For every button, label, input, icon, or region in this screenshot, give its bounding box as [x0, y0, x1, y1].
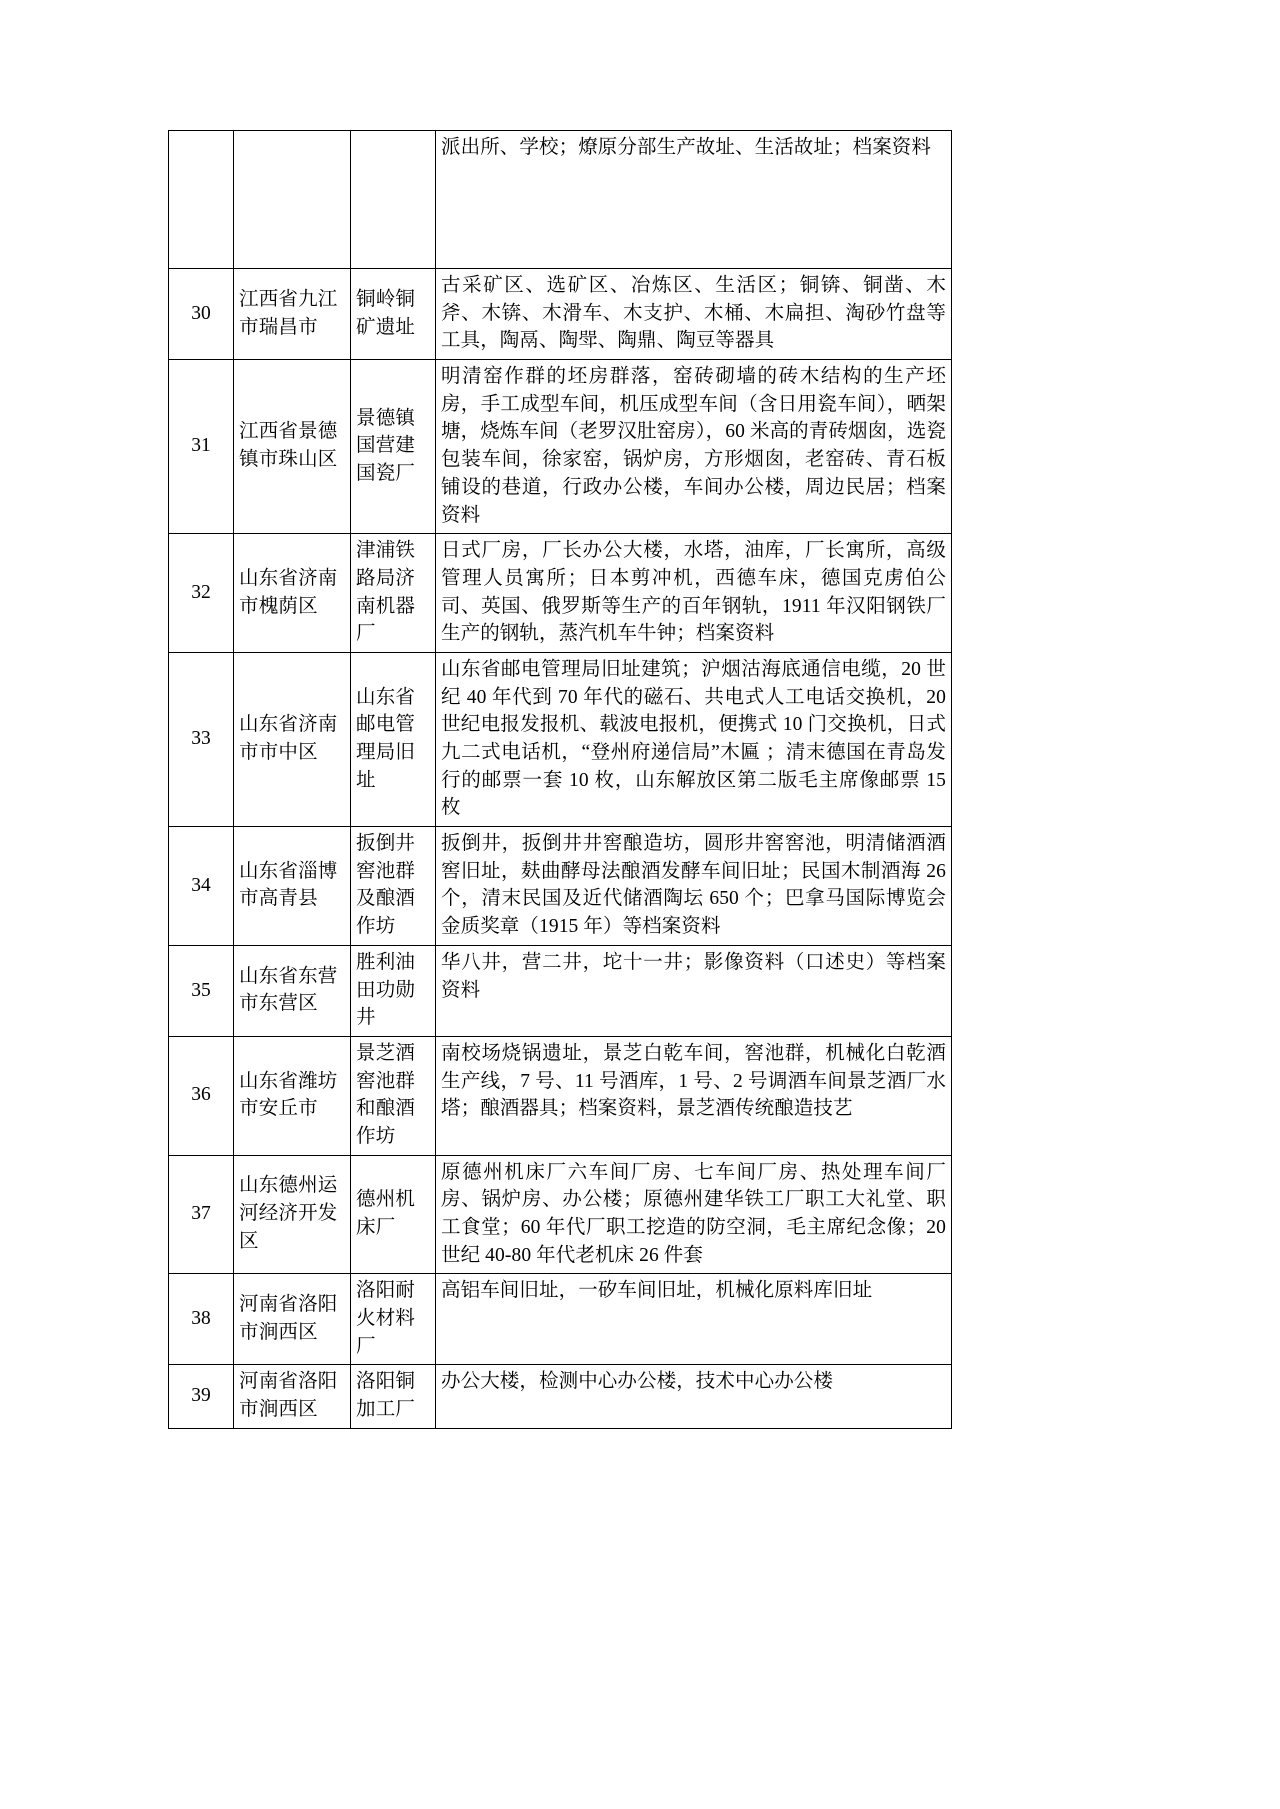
cell-location: 河南省洛阳市涧西区 — [234, 1274, 351, 1365]
cell-location — [234, 131, 351, 269]
table-row — [169, 1036, 952, 1155]
table-row — [169, 269, 952, 360]
cell-description: 高铝车间旧址，一矽车间旧址，机械化原料库旧址 — [436, 1274, 952, 1365]
table-row — [169, 131, 952, 269]
cell-name: 景德镇国营建国瓷厂 — [351, 360, 436, 534]
cell-location: 山东省淄博市高青县 — [234, 827, 351, 946]
table-row — [169, 534, 952, 653]
cell-location: 山东德州运河经济开发区 — [234, 1155, 351, 1274]
cell-location: 江西省九江市瑞昌市 — [234, 269, 351, 360]
table-body — [169, 131, 952, 1429]
cell-location: 山东省济南市市中区 — [234, 652, 351, 826]
cell-number: 32 — [169, 534, 234, 653]
cell-number: 31 — [169, 360, 234, 534]
cell-name: 山东省邮电管理局旧址 — [351, 652, 436, 826]
cell-number: 33 — [169, 652, 234, 826]
cell-location: 山东省东营市东营区 — [234, 945, 351, 1036]
table-row — [169, 652, 952, 826]
cell-location: 江西省景德镇市珠山区 — [234, 360, 351, 534]
cell-location: 山东省潍坊市安丘市 — [234, 1036, 351, 1155]
cell-description: 日式厂房，厂长办公大楼，水塔，油库，厂长寓所，高级管理人员寓所；日本剪冲机，西德车床，德国克虏伯公司、英国、俄罗斯等生产的百年钢轨，1911 年汉阳钢铁厂生产的钢轨，蒸汽机车牛钟；档案资料 — [436, 534, 952, 653]
cell-name: 德州机床厂 — [351, 1155, 436, 1274]
cell-number: 37 — [169, 1155, 234, 1274]
cell-description: 办公大楼，检测中心办公楼，技术中心办公楼 — [436, 1365, 952, 1428]
cell-name — [351, 131, 436, 269]
cell-name: 胜利油田功勋井 — [351, 945, 436, 1036]
cell-number: 38 — [169, 1274, 234, 1365]
cell-number: 36 — [169, 1036, 234, 1155]
cell-number — [169, 131, 234, 269]
cell-name: 景芝酒窖池群和酿酒作坊 — [351, 1036, 436, 1155]
cell-description: 原德州机床厂六车间厂房、七车间厂房、热处理车间厂房、锅炉房、办公楼；原德州建华铁工厂职工大礼堂、职工食堂；60 年代厂职工挖造的防空洞，毛主席纪念像；20 世纪 40-80 年代老机床 26 件套 — [436, 1155, 952, 1274]
cell-number: 30 — [169, 269, 234, 360]
table-row — [169, 827, 952, 946]
table-row — [169, 360, 952, 534]
cell-number: 39 — [169, 1365, 234, 1428]
cell-name: 铜岭铜矿遗址 — [351, 269, 436, 360]
cell-name: 津浦铁路局济南机器厂 — [351, 534, 436, 653]
cell-description: 南校场烧锅遗址，景芝白乾车间，窖池群，机械化白乾酒生产线，7 号、11 号酒库，1 号、2 号调酒车间景芝酒厂水塔；酿酒器具；档案资料，景芝酒传统酿造技艺 — [436, 1036, 952, 1155]
cell-description: 山东省邮电管理局旧址建筑；沪烟沽海底通信电缆，20 世纪 40 年代到 70 年代的磁石、共电式人工电话交换机，20 世纪电报发报机、载波电报机，便携式 10 门交换机，日式九二式电话机，“登州府递信局”木匾 ；清末德国在青岛发行的邮票一套 10 枚，山东解放区第二版毛主席像邮票 15 枚 — [436, 652, 952, 826]
heritage-listing-table — [168, 130, 952, 1429]
table-row — [169, 945, 952, 1036]
table-row — [169, 1365, 952, 1428]
cell-name: 洛阳耐火材料厂 — [351, 1274, 436, 1365]
cell-description: 派出所、学校；燎原分部生产故址、生活故址；档案资料 — [436, 131, 952, 269]
cell-description: 扳倒井，扳倒井井窖酿造坊，圆形井窖窖池，明清储酒酒窖旧址，麸曲酵母法酿酒发酵车间旧址；民国木制酒海 26 个，清末民国及近代储酒陶坛 650 个；巴拿马国际博览会金质奖章（1915 年）等档案资料 — [436, 827, 952, 946]
table-row — [169, 1155, 952, 1274]
cell-number: 35 — [169, 945, 234, 1036]
cell-name: 洛阳铜加工厂 — [351, 1365, 436, 1428]
cell-description: 古采矿区、选矿区、冶炼区、生活区；铜锛、铜凿、木斧、木锛、木滑车、木支护、木桶、木扁担、淘砂竹盘等工具，陶鬲、陶斝、陶鼎、陶豆等器具 — [436, 269, 952, 360]
cell-location: 河南省洛阳市涧西区 — [234, 1365, 351, 1428]
cell-description: 明清窑作群的坯房群落，窑砖砌墙的砖木结构的生产坯房，手工成型车间，机压成型车间（含日用瓷车间），晒架塘，烧炼车间（老罗汉肚窑房），60 米高的青砖烟囱，选瓷包装车间，徐家窑，锅炉房，方形烟囱，老窑砖、青石板铺设的巷道，行政办公楼，车间办公楼，周边民居；档案资料 — [436, 360, 952, 534]
table-row — [169, 1274, 952, 1365]
cell-number: 34 — [169, 827, 234, 946]
cell-description: 华八井，营二井，坨十一井；影像资料（口述史）等档案资料 — [436, 945, 952, 1036]
cell-name: 扳倒井窖池群及酿酒作坊 — [351, 827, 436, 946]
cell-location: 山东省济南市槐荫区 — [234, 534, 351, 653]
